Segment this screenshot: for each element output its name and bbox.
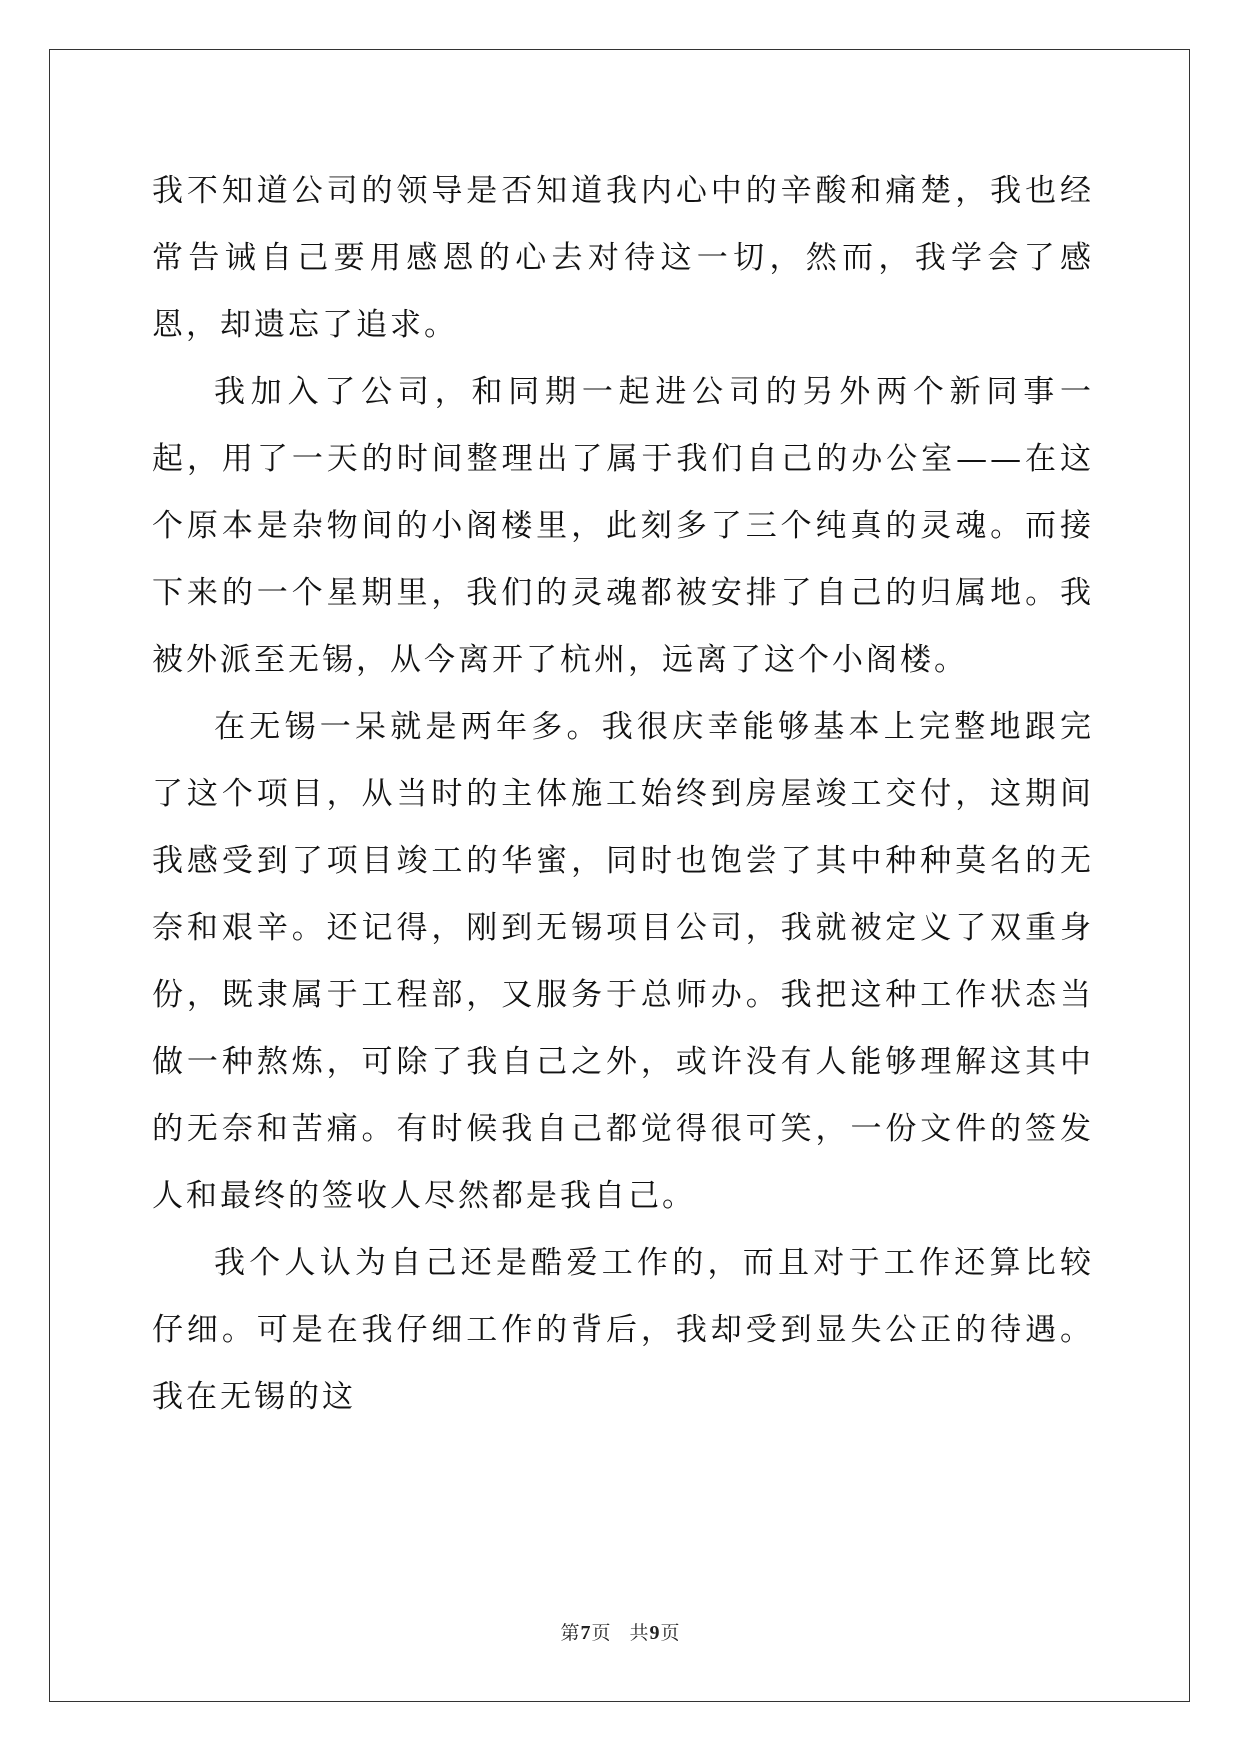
page-suffix: 页 [591,1622,612,1644]
total-pages-number: 9 [649,1622,661,1644]
paragraph-2: 我加入了公司，和同期一起进公司的另外两个新同事一起，用了一天的时间整理出了属于我们自己的办公室——在这个原本是杂物间的小阁楼里，此刻多了三个纯真的灵魂。而接下来的一个星期里，我们的灵魂都被安排了自己的归属地。我被外派至无锡，从今离开了杭州，远离了这个小阁楼。 [152,374,1094,678]
current-page-number: 7 [580,1622,592,1644]
document-body [152,158,1094,1431]
paragraph-3: 在无锡一呆就是两年多。我很庆幸能够基本上完整地跟完了这个项目，从当时的主体施工始终到房屋竣工交付，这期间我感受到了项目竣工的华蜜，同时也饱尝了其中种种莫名的无奈和艰辛。还记得，刚到无锡项目公司，我就被定义了双重身份，既隶属于工程部，又服务于总师办。我把这种工作状态当做一种熬炼，可除了我自己之外，或许没有人能够理解这其中的无奈和苦痛。有时候我自己都觉得很可笑，一份文件的签发人和最终的签收人尽然都是我自己。 [152,709,1094,1214]
total-suffix: 页 [660,1622,681,1644]
paragraph-4: 我个人认为自己还是酷爱工作的，而且对于工作还算比较仔细。可是在我仔细工作的背后，我却受到显失公正的待遇。我在无锡的这 [152,1245,1094,1415]
page-prefix: 第 [560,1622,581,1644]
page-footer [0,1618,1241,1645]
total-prefix: 共 [629,1622,650,1644]
paragraph-1: 我不知道公司的领导是否知道我内心中的辛酸和痛楚，我也经常告诫自己要用感恩的心去对待这一切，然而，我学会了感恩，却遗忘了追求。 [152,173,1094,343]
